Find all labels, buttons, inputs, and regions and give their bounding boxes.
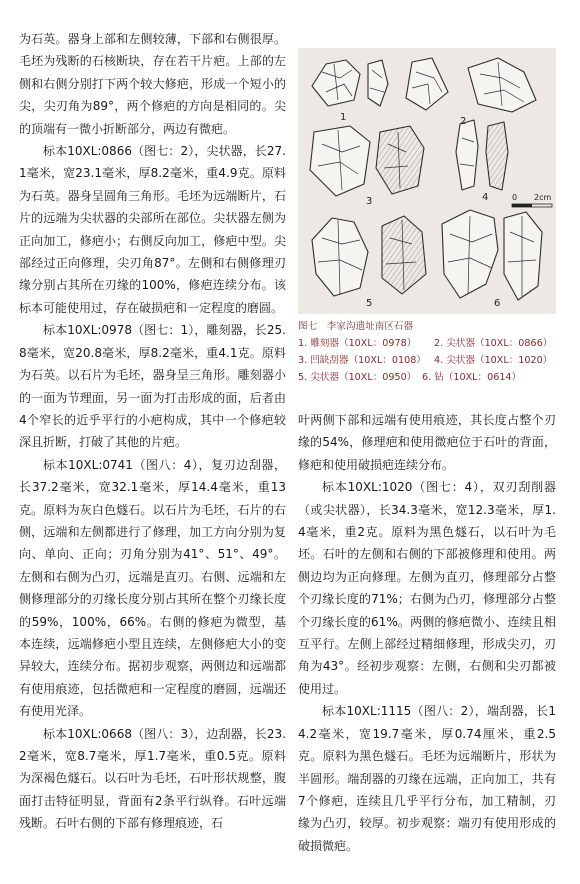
figure-label-4: 4 (482, 192, 489, 203)
scale-tick-label: 2cm (534, 193, 552, 202)
artifact-1b (368, 60, 388, 106)
artifact-4b (486, 122, 508, 190)
paragraph: 标本10XL:1115（图八：2），端刮器，长14.2毫米，宽19.7毫米，厚0.74厘米，重2.5克。原料为黑色燧石。毛坯为远端断片，形状为半圆形。端刮器的刃缘在远端，正向加工，共有7个修疤，连续且几乎平行分布，加工精制，刃缘为凸刃，较厚。初步观察：端刃有使用形成的破损微疤。 (298, 704, 556, 853)
figure-caption (298, 318, 560, 386)
scale-bar (512, 204, 552, 207)
caption-item: 6. 钻（10XL：0614） (422, 372, 522, 383)
right-text-column (298, 409, 556, 857)
paragraph: 标本10XL:0978（图七：1），雕刻器，长25.8毫米，宽20.8毫米，厚8.2毫米，重4.1克。原料为石英。以石片为毛坯，器身呈三角形。雕刻器小的一面为节理面，另一面为打击形成的面，后者由4个窄长的近乎平行的小疤构成，其中一个修疤较深且折断，打破了其他的片疤。 (19, 323, 286, 450)
paragraph: 标本10XL:0741（图八：4），复刃边刮器，长37.2毫米，宽32.1毫米，厚14.4毫米，重13克。原料为灰白色燧石。以石片为毛坯，石片的右侧，远端和左侧都进行了修理，加工方向分别为复向、单向、正向；刃角分别为41°、51°、49°。左侧和右侧为凸刃，远端是直刃。右侧、远端和左侧修理部分的刃缘长度分别占其所在整个刃缘长度的59%，100%，66%。右侧的修疤为微型，基本连续，远端修疤小型且连续，左侧修疤大小的变异较大，连续分布。据初步观察，两侧边和远端都有使用痕迹，包括微疤和一定程度的磨圆，远端还有使用光泽。 (19, 457, 286, 719)
caption-item: 4. 尖状器（10XL：1020） (434, 355, 553, 366)
left-text-column (19, 28, 286, 835)
paragraph: 标本10XL:1020（图七：4），双刃刮削器（或尖状器），长34.3毫米，宽12.3毫米，厚1.4毫米，重2克。原料为黑色燧石，以石叶为毛坯。石叶的左侧和右侧的下部被修理和使用。两侧边均为正向修理。左侧为直刃，修理部分占整个刃缘长度的71%；右侧为凸刃，修理部分占整个刃缘长度的61%。两侧的修疤微小、连续且相互平行。左侧上部经过精细修理，形成尖刃，刃角为43°。经初步观察：左侧，右侧和尖刃都被使用过。 (298, 480, 556, 696)
figure-label-6: 6 (494, 298, 501, 309)
caption-item: 3. 凹缺刮器（10XL：0108） (298, 355, 426, 366)
caption-item: 2. 尖状器（10XL：0866） (434, 338, 553, 349)
artifact-6b (504, 212, 542, 300)
paragraph: 为石英。器身上部和左侧较薄，下部和右侧很厚。毛坯为残断的石核断块，存在若干片疤。上部的左侧和右侧分别打下两个较大修疤，形成一个短小的尖，尖刃角为89°，两个修疤的方向是相同的。尖的顶端有一微小折断部分，两边有微疤。 (19, 32, 286, 136)
figure-caption-title: 图七 李家沟遗址南区石器 (298, 321, 414, 332)
caption-item: 1. 雕刻器（10XL：0978） (298, 338, 417, 349)
figure-label-3: 3 (366, 196, 373, 207)
figure-label-5: 5 (366, 298, 373, 309)
artifact-4a (456, 120, 478, 190)
paragraph: 标本10XL:0668（图八：3），边刮器，长23.2毫米，宽8.7毫米，厚1.7毫米，重0.5克。原料为深褐色燧石。以石叶为毛坯，石叶形状规整，腹面打击特征明显，背面有2条平行纵脊。石叶远端残断。石叶右侧的下部有修理痕迹，石 (19, 726, 286, 831)
caption-item: 5. 尖状器（10XL：0950） (298, 372, 417, 383)
paragraph: 叶两侧下部和远端有使用痕迹，其长度占整个刃缘的54%，修理疤和使用微疤位于石叶的背面，修疤和使用破损疤连续分布。 (298, 413, 556, 472)
scale-tick-label: 0 (512, 193, 518, 202)
figure-label-1: 1 (340, 112, 347, 123)
figure-label-2: 2 (460, 116, 467, 127)
paragraph: 标本10XL:0866（图七：2），尖状器，长27.1毫米，宽23.1毫米，厚8.2毫米，重4.9克。原料为石英。器身呈圆角三角形。毛坯为远端断片，石片的远端为尖状器的尖部所在部位。尖状器左侧为正向加工，修疤小；右侧反向加工，修疤中型。尖部经过正向修理，尖刃角87°。左侧和右侧修理刃缘分别占其所在刃缘的100%，修疤连续分布。该标本可能使用过，存在破损疤和一定程度的磨圆。 (19, 144, 286, 315)
stone-tools-figure (298, 48, 556, 314)
